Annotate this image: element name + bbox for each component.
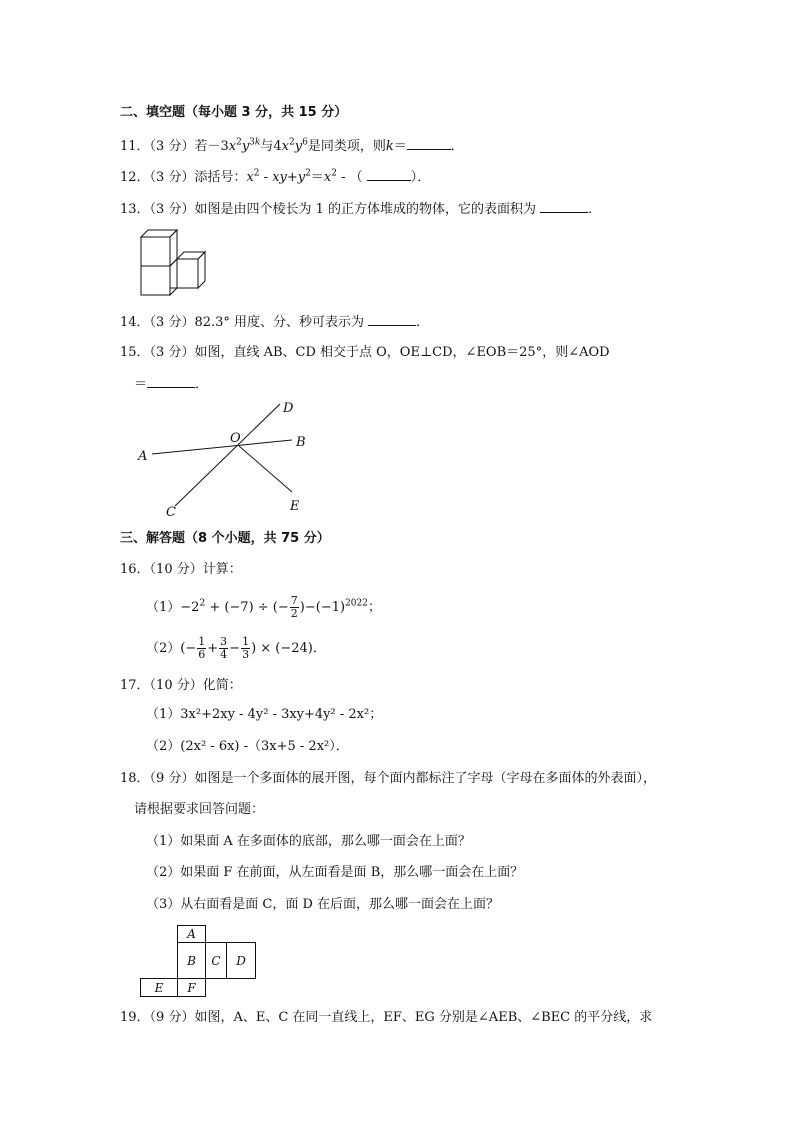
answer-blank[interactable]	[147, 374, 195, 388]
question-18-part-1: （1）如果面 A 在多面体的底部，那么哪一面会在上面？	[146, 834, 471, 849]
section-title-fill-blank: 二、填空题（每小题 3 分，共 15 分）	[120, 105, 348, 120]
answer-blank[interactable]	[368, 312, 416, 326]
question-15: 15．（3 分）如图，直线 AB、CD 相交于点 O，OE⊥CD，∠EOB＝25°，则∠AOD	[120, 345, 610, 360]
answer-blank[interactable]	[407, 136, 451, 150]
question-16: 16．（10 分）计算：	[120, 562, 242, 577]
question-15-answer: ＝ ．	[134, 374, 208, 394]
label-b: B	[296, 435, 306, 450]
net-face-f: F	[177, 978, 206, 997]
label-o: O	[230, 431, 241, 446]
net-face-a: A	[177, 925, 206, 943]
line-ab	[152, 440, 292, 454]
question-12: 12．（3 分）添括号：$x^2 - xy+y^2=x^2$ - （ ）．	[120, 168, 431, 185]
question-17-part-1: （1）3x²+2xy - 4y² - 3xy+4y² - 2x²；	[146, 707, 383, 722]
polyhedron-net	[140, 925, 256, 997]
question-18-part-2: （2）如果面 F 在前面，从左面看是面 B，那么哪一面会在上面？	[146, 865, 524, 880]
net-face-d: D	[226, 942, 256, 979]
net-face-b: B	[177, 942, 206, 979]
question-18: 18．（9 分）如图是一个多面体的展开图，每个面内都标注了字母（字母在多面体的外表面），	[120, 771, 656, 786]
question-17: 17．（10 分）化简：	[120, 678, 242, 693]
ray-oe	[239, 446, 292, 492]
question-16-part-1: $(1)-2^2 + (-7)$ ÷ (− $\frac{7}{2}$ )$-(-1)^{2022}$；	[146, 594, 381, 620]
cubes-figure	[128, 224, 212, 300]
label-e: E	[290, 499, 300, 514]
net-face-e: E	[140, 978, 178, 997]
question-17-part-2: （2）(2x² - 6x) -（3x+5 - 2x²）．	[146, 739, 349, 754]
question-18-line-2: 请根据要求回答问题：	[134, 802, 265, 817]
answer-blank[interactable]	[367, 167, 411, 181]
question-14: 14．（3 分）82.3° 用度、分、秒可表示为 ．	[120, 312, 429, 332]
label-c: C	[166, 505, 176, 520]
section-title-answer: 三、解答题（8 个小题，共 75 分）	[120, 531, 330, 546]
question-11: 11．（3 分）若$-3x^2y^{3k}$与$4x^2y^6$是同类项，则k＝ ．	[120, 137, 464, 154]
label-d: D	[283, 401, 294, 416]
net-face-c: C	[205, 942, 227, 979]
answer-blank[interactable]	[540, 199, 588, 213]
label-a: A	[138, 449, 148, 464]
intersecting-lines-figure	[130, 396, 320, 520]
question-19: 19．（9 分）如图，A、E、C 在同一直线上，EF、EG 分别是∠AEB、∠BEC 的平分线，求	[120, 1010, 653, 1025]
line-cd	[175, 404, 280, 506]
question-16-part-2: （2）(− $\frac{1}{6}$ + $\frac{3}{4}$ − $\frac{1}{3}$ ) × (−24)．	[146, 635, 326, 661]
question-13: 13．（3 分）如图是由四个棱长为 1 的正方体堆成的物体，它的表面积为 ．	[120, 199, 601, 219]
question-18-part-3: （3）从右面看是面 C，面 D 在后面，那么哪一面会在上面？	[146, 897, 500, 912]
